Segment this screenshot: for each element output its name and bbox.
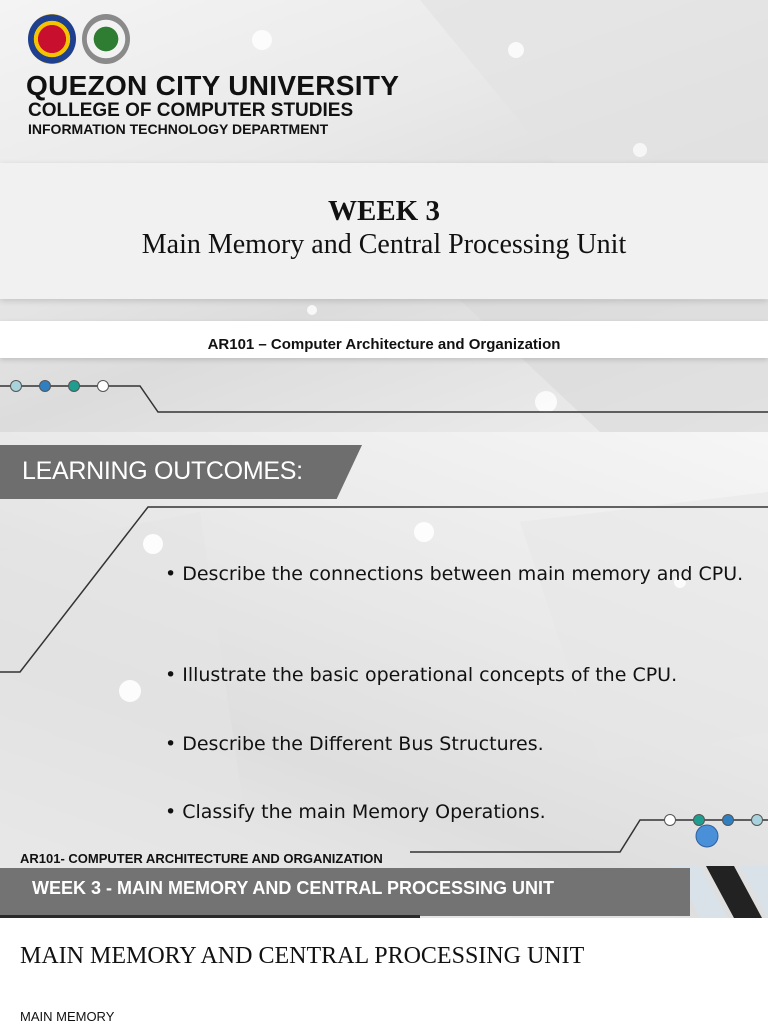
university-name: QUEZON CITY UNIVERSITY xyxy=(26,70,400,101)
college-name: COLLEGE OF COMPUTER STUDIES xyxy=(28,100,354,121)
strip-divider xyxy=(0,915,420,918)
outcome-text: Classify the main Memory Operations. xyxy=(182,801,546,823)
bullet-icon: • xyxy=(165,733,177,755)
bullet-icon: • xyxy=(165,801,177,823)
section-heading: MAIN MEMORY AND CENTRAL PROCESSING UNIT xyxy=(20,943,585,969)
qcu-seal-logo xyxy=(28,14,76,64)
title-slide xyxy=(0,0,768,432)
learning-outcomes-heading: LEARNING OUTCOMES: xyxy=(22,457,303,485)
outcome-item xyxy=(165,558,745,591)
logo-group xyxy=(28,14,130,64)
week-title: WEEK 3 xyxy=(328,195,440,227)
outcome-item xyxy=(165,659,745,692)
course-title: AR101 – Computer Architecture and Organization xyxy=(207,336,561,353)
node-icon xyxy=(11,381,22,392)
department-name: INFORMATION TECHNOLOGY DEPARTMENT xyxy=(28,121,329,137)
outcome-item xyxy=(165,796,745,829)
node-icon xyxy=(40,381,51,392)
ccs-seal-logo xyxy=(82,14,130,64)
week-strip-label: WEEK 3 - MAIN MEMORY AND CENTRAL PROCESSING UNIT xyxy=(32,878,555,898)
bullet-icon: • xyxy=(165,563,177,585)
learning-outcomes-slide xyxy=(0,432,768,918)
outcome-text: Describe the Different Bus Structures. xyxy=(182,733,544,755)
subheading: MAIN MEMORY xyxy=(20,1009,115,1024)
bullet-icon: • xyxy=(165,664,177,686)
week-subtitle: Main Memory and Central Processing Unit xyxy=(141,229,627,260)
node-icon xyxy=(69,381,80,392)
outcome-item xyxy=(165,728,745,761)
node-icon xyxy=(98,381,109,392)
outcome-text: Illustrate the basic operational concepts of the CPU. xyxy=(182,664,678,686)
outcome-text: Describe the connections between main memory and CPU. xyxy=(182,563,744,585)
footer-course-label: AR101- COMPUTER ARCHITECTURE AND ORGANIZATION xyxy=(20,851,383,866)
node-icon xyxy=(752,815,763,826)
